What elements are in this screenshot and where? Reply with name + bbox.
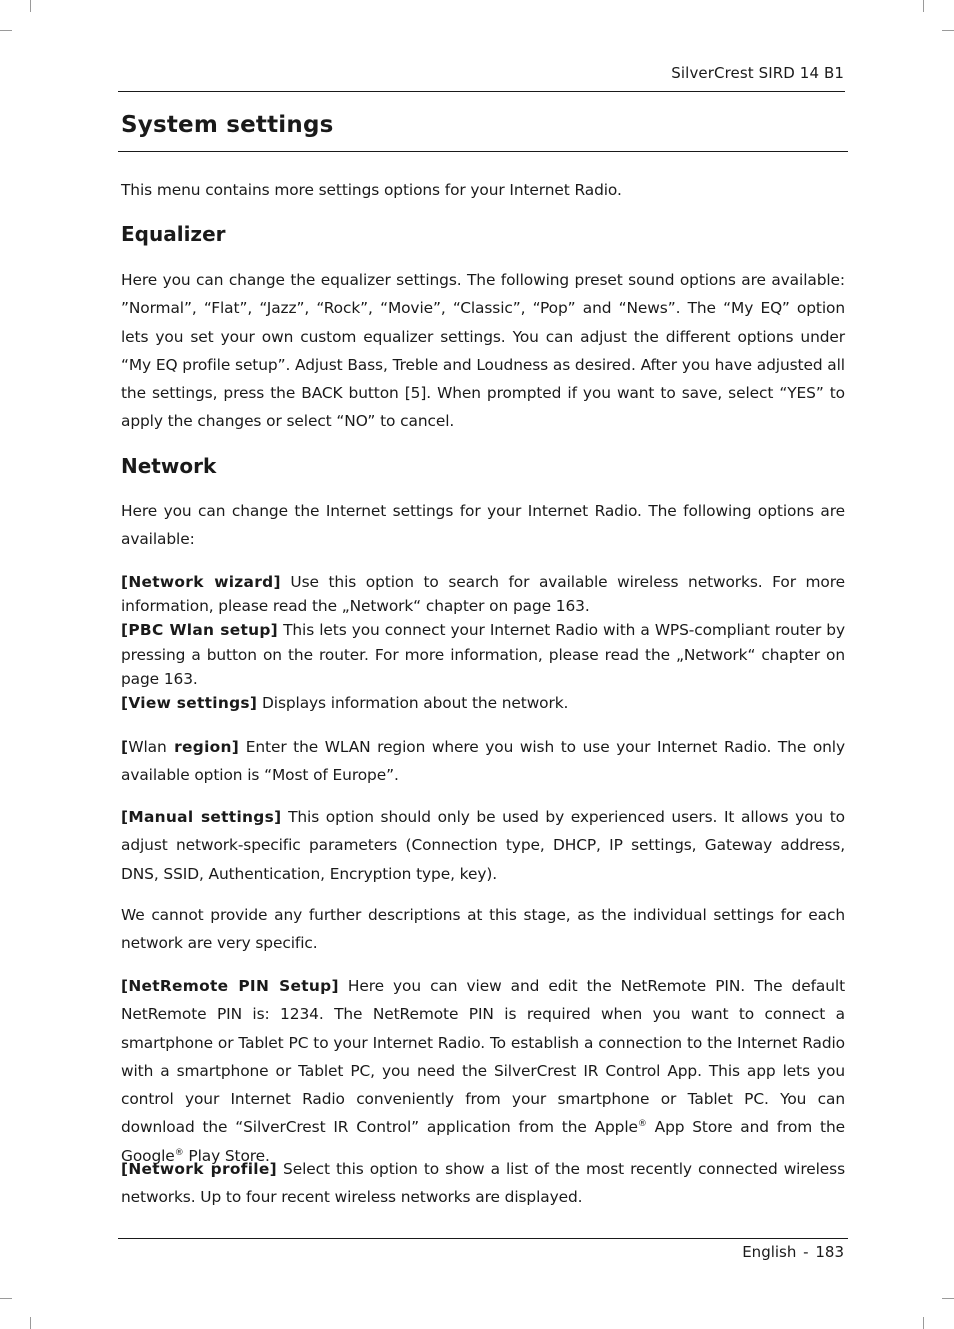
pbc-wlan-item <box>121 618 845 691</box>
view-settings-item <box>121 691 845 715</box>
option-description: Use this option to search for available wireless networks. For more information, please read the „Network“ chapter on page 163. <box>121 573 846 616</box>
intro-paragraph: This menu contains more settings options for your Internet Radio. <box>121 181 622 199</box>
crop-mark <box>942 30 954 31</box>
option-description: This lets you connect your Internet Radio with a WPS-compliant router by pressing a button on the router. For more information, please read the „Network“ chapter on page 163. <box>121 621 845 688</box>
option-description: This option should only be used by experienced users. It allows you to adjust network-specific parameters (Connection type, DHCP, IP settings, Gateway address, DNS, SSID, Authentication, Encryption type, key). <box>121 808 845 883</box>
crop-mark <box>0 1298 12 1299</box>
crop-mark <box>0 30 12 31</box>
crop-mark <box>30 1317 31 1329</box>
registered-mark: ® <box>637 1119 647 1130</box>
network-options-block <box>121 570 845 715</box>
option-description: Here you can view and edit the NetRemote PIN. The default NetRemote PIN is: 1234. The NetRemote PIN is required when you want to connect a smartphone or Tablet PC to your Internet Radio. To establish a connection to the Internet Radio with a smartphone or Tablet PC, you need the SilverCrest IR Control App. This app lets you control your Internet Radio conveniently from your smartphone or Tablet PC. You can download the “SilverCrest IR Control” application from the Apple <box>121 977 845 1137</box>
title-rule <box>118 151 848 152</box>
equalizer-heading: Equalizer <box>121 222 226 246</box>
option-term: region] <box>166 738 240 756</box>
footer-separator: - <box>803 1243 809 1261</box>
option-term: [ <box>121 738 129 756</box>
crop-mark <box>923 1317 924 1329</box>
option-description: Enter the WLAN region where you wish to use your Internet Radio. The only available option is “Most of Europe”. <box>121 738 845 785</box>
network-profile-item <box>121 1155 845 1212</box>
page-footer <box>742 1243 844 1261</box>
option-term: [Network wizard] <box>121 573 281 591</box>
option-term-plain: Wlan <box>128 738 167 756</box>
wlan-region-item <box>121 733 845 790</box>
option-term: [Manual settings] <box>121 808 282 826</box>
network-note-paragraph: We cannot provide any further descriptions at this stage, as the individual settings for each network are very specific. <box>121 906 845 953</box>
option-description: Play Store. <box>183 1146 270 1165</box>
header-rule <box>118 91 845 92</box>
page-number: 183 <box>815 1243 844 1261</box>
option-description: Select this option to show a list of the most recently connected wireless networks. Up to four recent wireless networks are displayed. <box>121 1160 845 1207</box>
network-wizard-item <box>121 570 845 618</box>
registered-mark: ® <box>174 1147 184 1158</box>
footer-language: English <box>742 1243 797 1261</box>
option-term: [Network profile] <box>121 1160 277 1178</box>
crop-mark <box>923 0 924 12</box>
netremote-pin-item <box>121 972 845 1170</box>
network-intro-paragraph: Here you can change the Internet settings for your Internet Radio. The following options are available: <box>121 502 845 549</box>
option-term: [PBC Wlan setup] <box>121 621 279 640</box>
running-header: SilverCrest SIRD 14 B1 <box>671 64 844 82</box>
option-description: Displays information about the network. <box>257 694 569 713</box>
option-term: [NetRemote PIN Setup] <box>121 977 339 995</box>
crop-mark <box>942 1298 954 1299</box>
equalizer-paragraph: Here you can change the equalizer settings. The following preset sound options are available: ”Normal”, “Flat”, “Jazz”, “Rock”, “Movie”, “Classic”, “Pop” and “News”. The “My EQ” option lets you set your own custom equalizer settings. You can adjust the different options under “My EQ profile setup”. Adjust Bass, Treble and Loudness as desired. After you have adjusted all the settings, press the BACK button [5]. When prompted if you want to save, select “YES” to apply the changes or select “NO” to cancel. <box>121 271 845 431</box>
network-heading: Network <box>121 454 217 478</box>
footer-rule <box>118 1238 848 1239</box>
option-description: App Store and from the Google <box>121 1118 846 1165</box>
manual-settings-item <box>121 803 845 888</box>
crop-mark <box>30 0 31 12</box>
option-term: [View settings] <box>121 694 258 713</box>
section-title: System settings <box>121 112 334 138</box>
